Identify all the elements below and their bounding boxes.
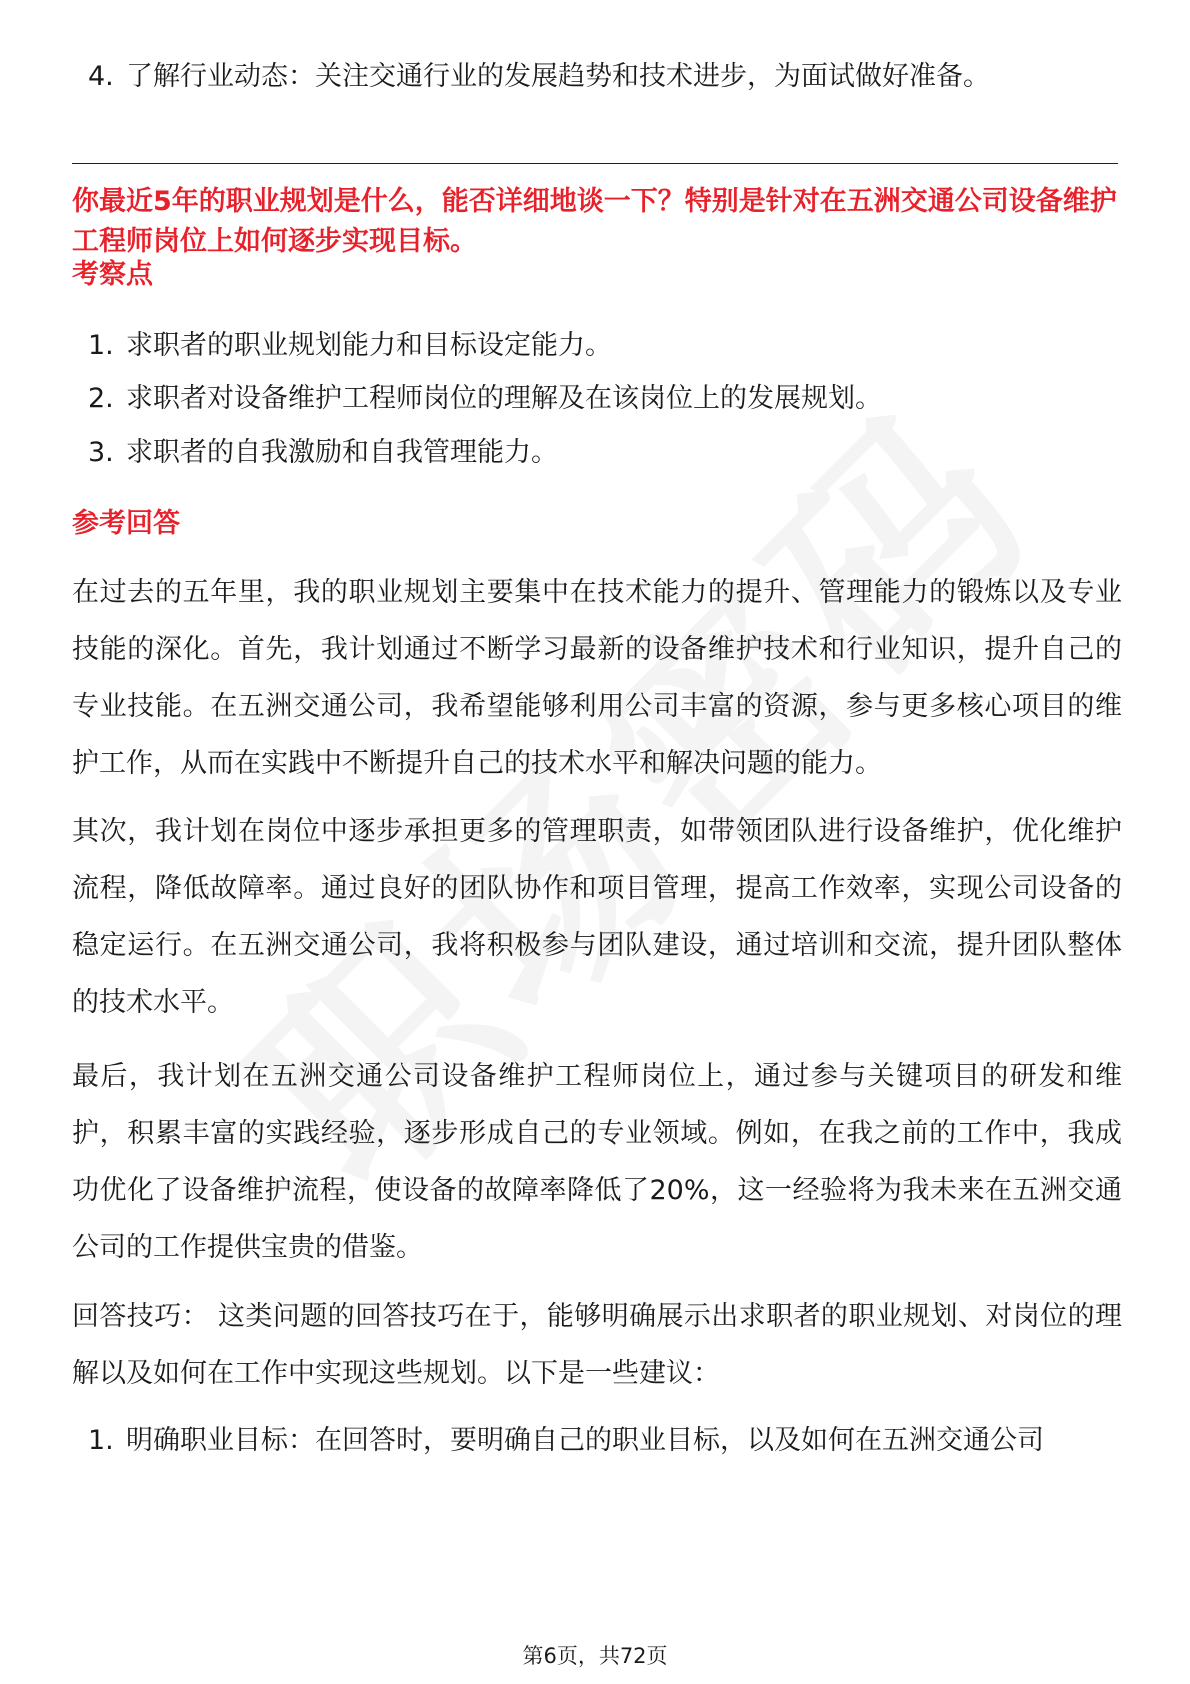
list-number: 2. xyxy=(88,383,114,414)
list-text: 求职者的职业规划能力和目标设定能力。 xyxy=(126,330,612,361)
list-item xyxy=(88,58,990,96)
list-item xyxy=(88,1422,1044,1460)
focus-title: 考察点 xyxy=(72,259,153,290)
list-item xyxy=(88,327,612,365)
list-text: 明确职业目标：在回答时，要明确自己的职业目标，以及如何在五洲交通公司 xyxy=(126,1425,1044,1456)
answer-paragraph: 其次，我计划在岗位中逐步承担更多的管理职责，如带领团队进行设备维护，优化维护流程，降低故障率。通过良好的团队协作和项目管理，提高工作效率，实现公司设备的稳定运行。在五洲交通公司，我将积极参与团队建设，通过培训和交流，提升团队整体的技术水平。 xyxy=(72,816,1122,1018)
list-item xyxy=(88,380,882,418)
list-number: 4. xyxy=(88,61,114,92)
list-number: 1. xyxy=(88,1425,114,1456)
tips-intro: 回答技巧： 这类问题的回答技巧在于，能够明确展示出求职者的职业规划、对岗位的理解以及如何在工作中实现这些规划。以下是一些建议： xyxy=(72,1301,1122,1389)
list-number: 3. xyxy=(88,437,114,468)
list-text: 了解行业动态：关注交通行业的发展趋势和技术进步，为面试做好准备。 xyxy=(126,61,990,92)
section-divider xyxy=(72,163,1118,164)
question-heading: 你最近5年的职业规划是什么，能否详细地谈一下？特别是针对在五洲交通公司设备维护工程师岗位上如何逐步实现目标。 xyxy=(72,186,1117,257)
list-text: 求职者的自我激励和自我管理能力。 xyxy=(126,437,558,468)
page-footer: 第6页，共72页 xyxy=(522,1644,668,1668)
list-text: 求职者对设备维护工程师岗位的理解及在该岗位上的发展规划。 xyxy=(126,383,882,414)
answer-paragraph: 在过去的五年里，我的职业规划主要集中在技术能力的提升、管理能力的锻炼以及专业技能的深化。首先，我计划通过不断学习最新的设备维护技术和行业知识，提升自己的专业技能。在五洲交通公司，我希望能够利用公司丰富的资源，参与更多核心项目的维护工作，从而在实践中不断提升自己的技术水平和解决问题的能力。 xyxy=(72,577,1122,779)
answer-paragraph: 最后，我计划在五洲交通公司设备维护工程师岗位上，通过参与关键项目的研发和维护，积累丰富的实践经验，逐步形成自己的专业领域。例如，在我之前的工作中，我成功优化了设备维护流程，使设备的故障率降低了20%，这一经验将为我未来在五洲交通公司的工作提供宝贵的借鉴。 xyxy=(72,1061,1122,1263)
list-number: 1. xyxy=(88,330,114,361)
list-item xyxy=(88,434,558,472)
answer-title: 参考回答 xyxy=(72,508,180,539)
